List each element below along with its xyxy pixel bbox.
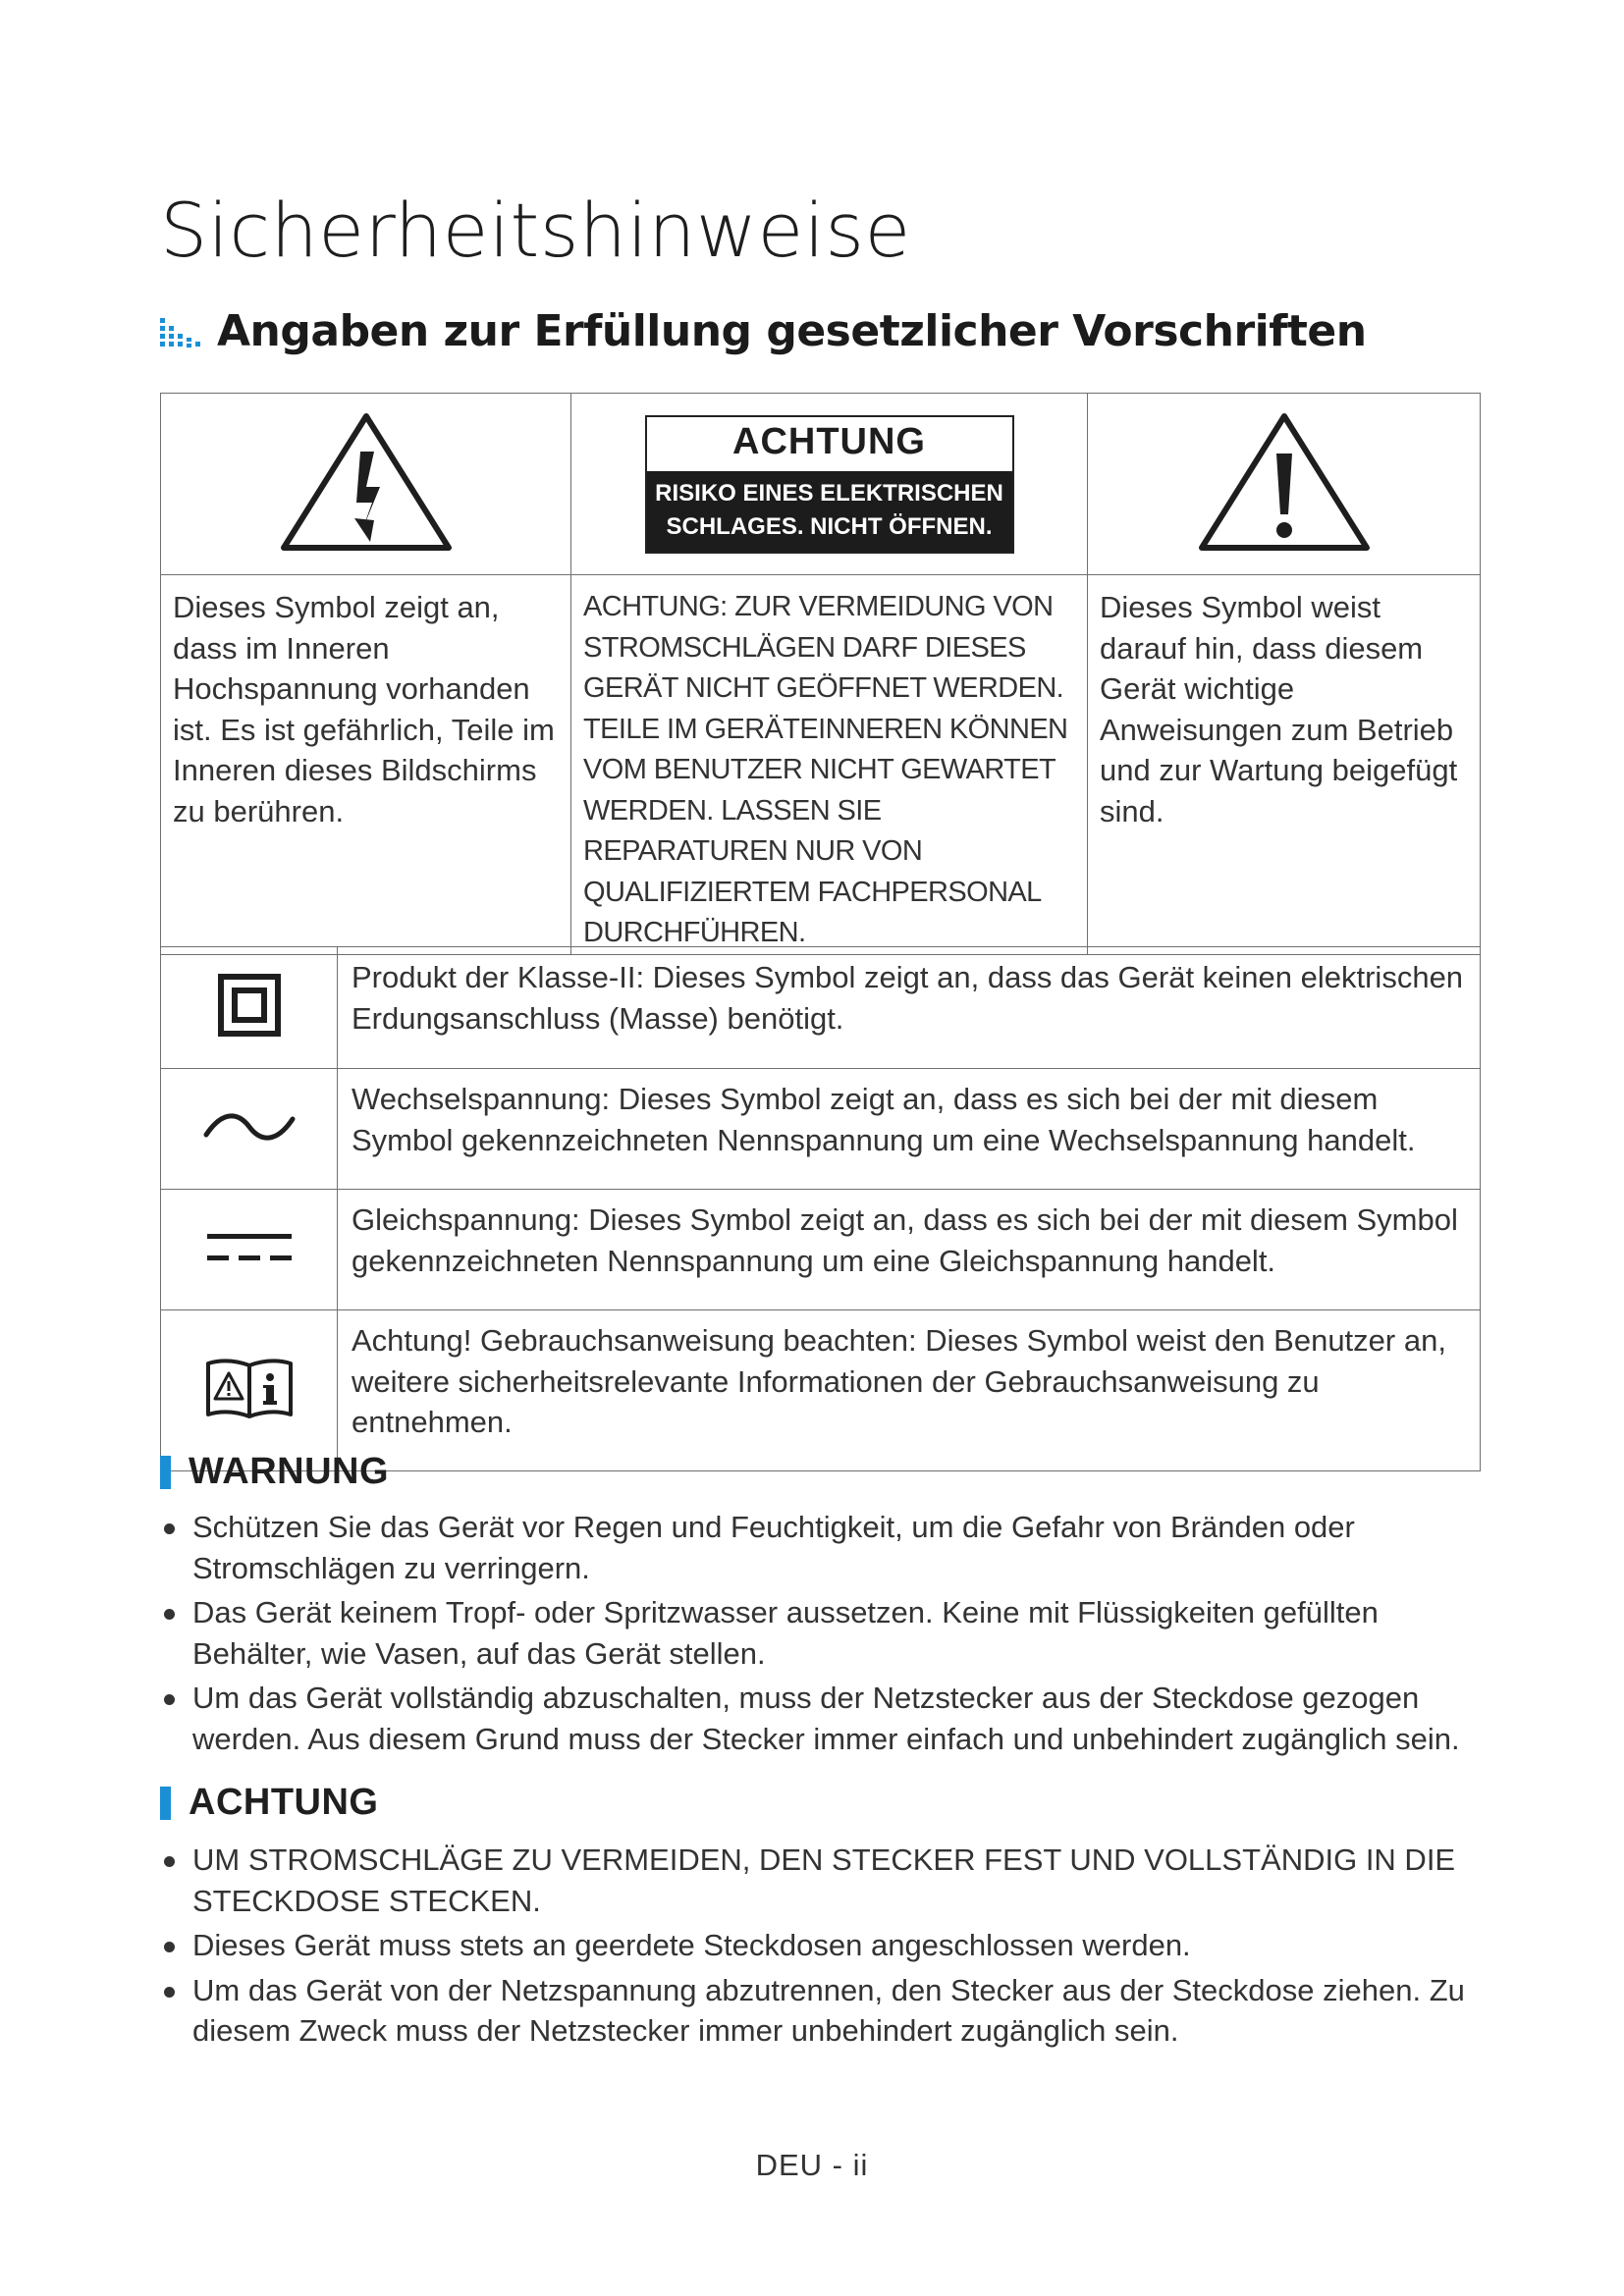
equalizer-icon [160,314,201,349]
section-heading-text: Angaben zur Erfüllung gesetzlicher Vorschriften [217,306,1367,356]
manual-info-icon [204,1356,295,1420]
achtung-warning-label [645,415,1014,554]
electrical-symbols-table [160,946,1481,1471]
icon-cell [161,1069,338,1190]
warnung-heading-text: WARNUNG [189,1451,390,1492]
class-ii-description: Produkt der Klasse-II: Dieses Symbol zeigt an, dass das Gerät keinen elektrischen Erdungsanschluss (Masse) benötigt. [338,947,1481,1069]
icon-cell [161,1190,338,1310]
achtung-list [160,1840,1495,2056]
achtung-heading [160,1782,378,1824]
icon-cell [161,947,338,1069]
dc-voltage-icon [205,1230,294,1265]
list-item: UM STROMSCHLÄGE ZU VERMEIDEN, DEN STECKER FEST UND VOLLSTÄNDIG IN DIE STECKDOSE STECKEN. [160,1840,1495,1921]
heading-accent-bar [160,1787,171,1820]
achtung-label-line2: SCHLAGES. NICHT ÖFFNEN. [666,512,993,540]
high-voltage-description: Dieses Symbol zeigt an, dass im Inneren Hochspannung vorhanden ist. Es ist gefährlich, Teile im Inneren dieses Bildschirms zu berühren. [161,575,571,955]
exclamation-warning-icon [1196,408,1373,556]
dc-voltage-description: Gleichspannung: Dieses Symbol zeigt an, dass es sich bei der mit diesem Symbol gekennzeichneten Nennspannung um eine Gleichspannung handelt. [338,1190,1481,1310]
class-ii-icon [218,974,281,1037]
exclamation-description: Dieses Symbol weist darauf hin, dass diesem Gerät wichtige Anweisungen zum Betrieb und zur Wartung beigefügt sind. [1088,575,1481,955]
warnung-heading [160,1451,389,1493]
section-heading [160,306,1367,356]
page-footer: DEU - ii [755,2148,869,2182]
ac-voltage-description: Wechselspannung: Dieses Symbol zeigt an, dass es sich bei der mit diesem Symbol gekennzeichneten Nennspannung um eine Wechselspannung handelt. [338,1069,1481,1190]
page-title: Sicherheitshinweise [160,187,911,274]
achtung-label-title: ACHTUNG [732,420,926,462]
manual-info-description: Achtung! Gebrauchsanweisung beachten: Dieses Symbol weist den Benutzer an, weitere sicherheitsrelevante Informationen der Gebrauchsanweisung zu entnehmen. [338,1310,1481,1471]
ac-voltage-icon [202,1107,297,1147]
exclamation-symbol-cell [1088,394,1481,575]
list-item: Schützen Sie das Gerät vor Regen und Feuchtigkeit, um die Gefahr von Bränden oder Stromschlägen zu verringern. [160,1507,1495,1588]
achtung-heading-text: ACHTUNG [189,1782,379,1823]
achtung-description: ACHTUNG: ZUR VERMEIDUNG VON STROMSCHLÄGEN DARF DIESES GERÄT NICHT GEÖFFNET WERDEN. TEILE IM GERÄTEINNEREN KÖNNEN VOM BENUTZER NICHT GEWARTET WERDEN. LASSEN SIE REPARATUREN NUR VON QUALIFIZIERTEM FACHPERSONAL DURCHFÜHREN. [571,575,1088,955]
achtung-label-cell [571,394,1088,575]
list-item: Das Gerät keinem Tropf- oder Spritzwasser aussetzen. Keine mit Flüssigkeiten gefüllten Behälter, wie Vasen, auf das Gerät stellen. [160,1592,1495,1674]
heading-accent-bar [160,1456,171,1489]
table-row [161,1190,1481,1310]
list-item: Dieses Gerät muss stets an geerdete Steckdosen angeschlossen werden. [160,1925,1495,1966]
table-row [161,1310,1481,1471]
list-item: Um das Gerät vollständig abzuschalten, muss der Netzstecker aus der Steckdose gezogen werden. Aus diesem Grund muss der Stecker immer einfach und unbehindert zugänglich sein. [160,1678,1495,1759]
high-voltage-symbol-cell [161,394,571,575]
warning-symbols-table [160,393,1481,955]
achtung-label-line1: RISIKO EINES ELEKTRISCHEN [655,479,1003,507]
table-row [161,947,1481,1069]
warnung-list [160,1507,1495,1763]
list-item: Um das Gerät von der Netzspannung abzutrennen, den Stecker aus der Steckdose ziehen. Zu diesem Zweck muss der Netzstecker immer unbehindert zugänglich sein. [160,1970,1495,2052]
achtung-label-text [647,471,1012,552]
table-row [161,1069,1481,1190]
high-voltage-warning-icon [278,408,455,556]
icon-cell [161,1310,338,1471]
